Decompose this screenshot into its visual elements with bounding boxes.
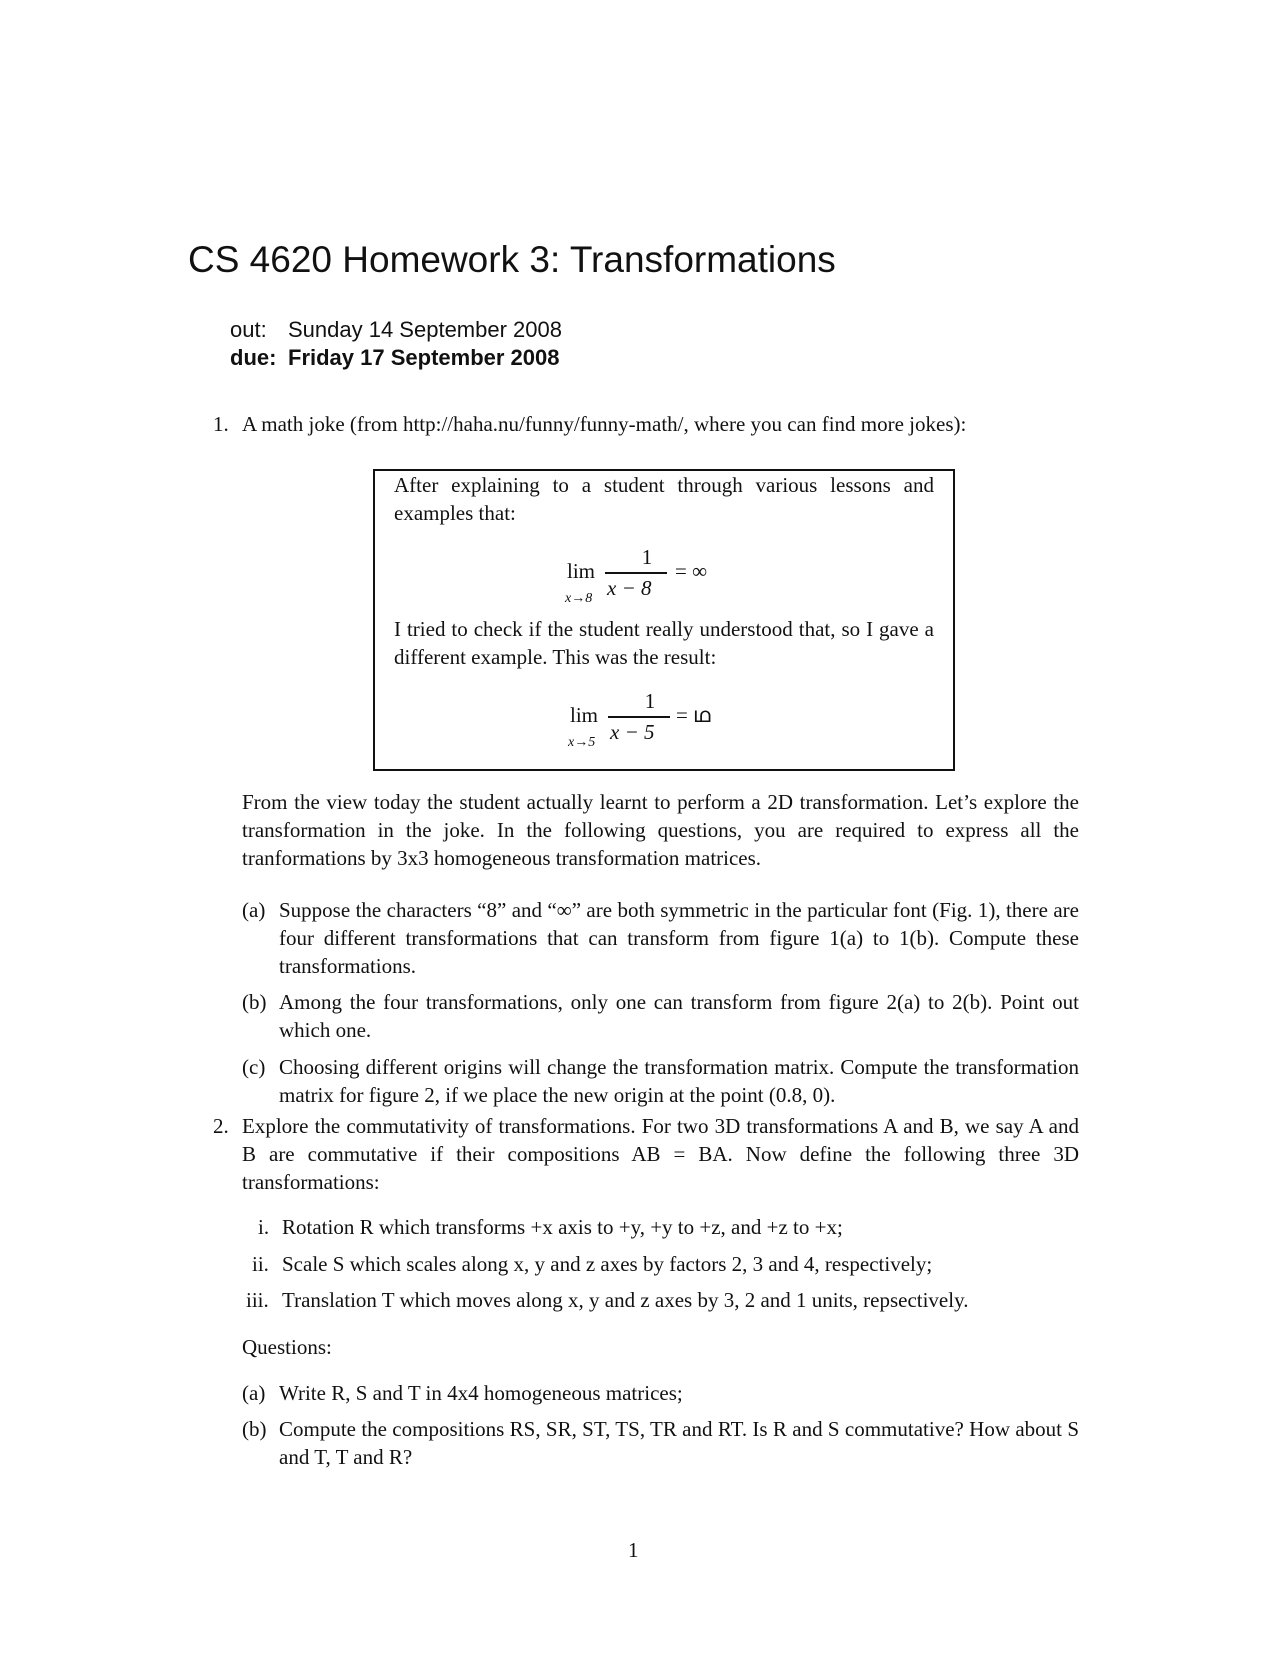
out-label: out: <box>230 317 267 342</box>
equation-limit-8 <box>565 543 765 613</box>
eq2-denominator: x − 5 <box>610 720 655 744</box>
q1-paragraph: From the view today the student actually learnt to perform a 2D transformation. Let’s explore the transformation in the joke. In the following questions, you are required to express all the tranformations by 3x3 homogeneous transformation matrices. <box>242 790 1079 870</box>
q2-i-text: Rotation R which transforms +x axis to +y, +y to +z, and +z to +x; <box>282 1215 843 1239</box>
q1a-label: (a) <box>242 898 266 922</box>
eq1-subscript: x→8 <box>565 591 593 606</box>
eq2-numerator: 1 <box>644 689 656 713</box>
eq2-lim: lim <box>570 703 599 727</box>
joke-text-1: After explaining to a student through various lessons and examples that: <box>394 473 934 525</box>
q2-questions-heading: Questions: <box>242 1335 332 1359</box>
q1-intro: A math joke (from http://haha.nu/funny/funny-math/, where you can find more jokes): <box>242 412 967 436</box>
page-number: 1 <box>628 1538 639 1562</box>
q2a-text: Write R, S and T in 4x4 homogeneous matrices; <box>279 1381 683 1405</box>
out-date: Sunday 14 September 2008 <box>288 317 562 342</box>
out-date-line <box>230 316 562 344</box>
due-date: Friday 17 September 2008 <box>288 345 560 370</box>
q1c-text: Choosing different origins will change the transformation matrix. Compute the transformation matrix for figure 2, if we place the new origin at the point (0.8, 0). <box>279 1055 1079 1107</box>
joke-text-2: I tried to check if the student really understood that, so I gave a different example. This was the result: <box>394 617 934 669</box>
eq1-lim: lim <box>567 559 596 583</box>
eq2-rhs: = ഥ <box>676 703 711 727</box>
q2-iii-label: iii. <box>246 1288 269 1312</box>
q1b-text: Among the four transformations, only one can transform from figure 2(a) to 2(b). Point out which one. <box>279 990 1079 1042</box>
q2b-text: Compute the compositions RS, SR, ST, TS, TR and RT. Is R and S commutative? How about S and T, T and R? <box>279 1417 1079 1469</box>
q2b-label: (b) <box>242 1417 267 1441</box>
due-label: due: <box>230 345 277 370</box>
eq1-denominator: x − 8 <box>607 576 652 600</box>
equation-limit-5 <box>568 687 768 757</box>
q1c-label: (c) <box>242 1055 266 1079</box>
eq1-numerator: 1 <box>641 545 653 569</box>
q1a-text: Suppose the characters “8” and “∞” are both symmetric in the particular font (Fig. 1), there are four different transformations that can transform from figure 1(a) to 1(b). Compute these transformations. <box>279 898 1079 978</box>
eq1-rhs: = ∞ <box>675 559 708 583</box>
q1b-label: (b) <box>242 990 267 1014</box>
q2a-label: (a) <box>242 1381 266 1405</box>
q2-i-label: i. <box>258 1215 270 1239</box>
q1-number: 1. <box>213 412 229 436</box>
due-date-line <box>230 344 559 372</box>
q2-iii-text: Translation T which moves along x, y and z axes by 3, 2 and 1 units, repsectively. <box>282 1288 969 1312</box>
joke-box <box>373 469 955 771</box>
q2-ii-text: Scale S which scales along x, y and z axes by factors 2, 3 and 4, respectively; <box>282 1252 933 1276</box>
q2-number: 2. <box>213 1114 229 1138</box>
eq2-subscript: x→5 <box>568 735 596 750</box>
q2-intro: Explore the commutativity of transformations. For two 3D transformations A and B, we say A and B are commutative if their compositions AB = BA. Now define the following three 3D transformations: <box>242 1114 1079 1194</box>
q2-ii-label: ii. <box>252 1252 269 1276</box>
page-title: CS 4620 Homework 3: Transformations <box>188 239 836 280</box>
